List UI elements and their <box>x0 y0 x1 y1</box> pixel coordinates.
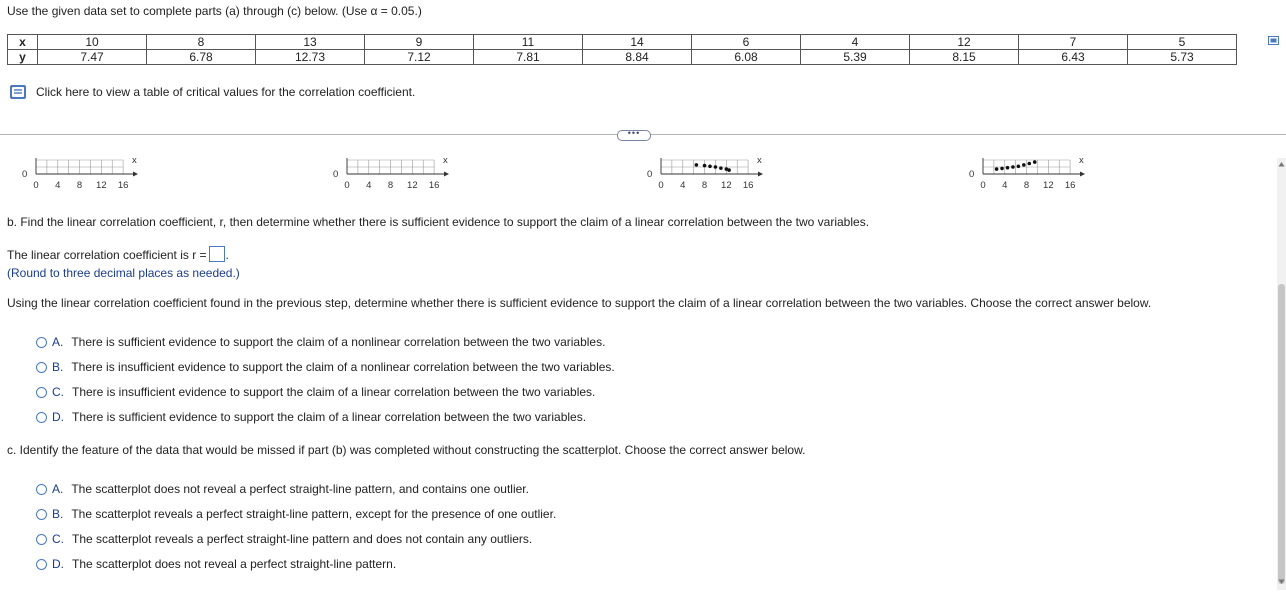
x-cell: 9 <box>365 35 474 50</box>
option-letter: C. <box>52 532 64 546</box>
y-cell: 5.39 <box>801 50 910 65</box>
x-axis-arrow-icon <box>133 172 138 177</box>
x-axis-arrow-icon <box>444 172 449 177</box>
data-point <box>695 163 699 167</box>
radio-button[interactable] <box>36 337 47 348</box>
option-letter: D. <box>52 410 64 424</box>
data-point <box>1033 160 1037 164</box>
radio-button[interactable] <box>36 387 47 398</box>
x-tick-label: 4 <box>1002 180 1008 191</box>
x-tick-label: 0 <box>980 180 986 191</box>
radio-button[interactable] <box>36 534 47 545</box>
y-cell: 6.43 <box>1019 50 1128 65</box>
y-tick-label: 0 <box>333 169 339 180</box>
x-cell: 6 <box>692 35 801 50</box>
x-axis-arrow-icon <box>1080 172 1085 177</box>
option-letter: A. <box>52 482 64 496</box>
x-cell: 11 <box>474 35 583 50</box>
data-point <box>703 164 707 168</box>
x-tick-label: 0 <box>658 180 664 191</box>
scroll-down-arrow-icon[interactable] <box>1278 578 1285 586</box>
table-row-x <box>8 35 1237 50</box>
data-point <box>1006 166 1010 170</box>
x-tick-label: 12 <box>721 180 732 191</box>
option-text: There is insufficient evidence to support the claim of a linear correlation between the two variables. <box>72 385 596 399</box>
data-point <box>1011 165 1015 169</box>
expand-content-button[interactable]: ••• <box>617 130 651 141</box>
y-cell: 7.47 <box>38 50 147 65</box>
scatterplot-option-1[interactable] <box>22 150 182 198</box>
scrollbar-thumb[interactable] <box>1278 284 1285 584</box>
option-text: There is sufficient evidence to support the claim of a linear correlation between the two variables. <box>72 410 587 424</box>
x-axis-label: x <box>443 155 448 166</box>
option-letter: B. <box>52 507 64 521</box>
y-cell: 7.12 <box>365 50 474 65</box>
x-tick-label: 16 <box>742 180 754 191</box>
x-tick-label: 4 <box>55 180 61 191</box>
option-text: The scatterplot does not reveal a perfect straight-line pattern, and contains one outlier. <box>71 482 529 496</box>
r-prompt-row: The linear correlation coefficient is r = . <box>7 248 229 262</box>
data-point <box>1017 165 1021 169</box>
instructions-text: Use the given data set to complete parts (a) through (c) below. (Use α = 0.05.) <box>7 4 422 18</box>
option-text: The scatterplot does not reveal a perfect straight-line pattern. <box>72 557 397 571</box>
x-tick-label: 12 <box>96 180 107 191</box>
round-note: (Round to three decimal places as needed.) <box>7 266 240 280</box>
part-c-option-d[interactable] <box>36 557 396 571</box>
scroll-up-arrow-icon[interactable] <box>1278 160 1285 168</box>
table-row-y <box>8 50 1237 65</box>
part-b-option-c[interactable] <box>36 385 595 399</box>
x-tick-label: 0 <box>33 180 39 191</box>
x-axis-label: x <box>132 155 137 166</box>
scatterplot-option-4[interactable] <box>969 150 1129 198</box>
x-tick-label: 12 <box>1043 180 1054 191</box>
scatterplot-option-3-graph <box>647 150 807 195</box>
x-tick-label: 16 <box>428 180 440 191</box>
part-c-option-b[interactable] <box>36 507 556 521</box>
part-b-followup: Using the linear correlation coefficient found in the previous step, determine whether there is sufficient evidence to support the claim of a linear correlation between the two variables. Choose the correct answer below. <box>7 296 1152 310</box>
x-tick-label: 12 <box>407 180 418 191</box>
x-tick-label: 8 <box>76 180 83 191</box>
option-letter: B. <box>52 360 64 374</box>
scatterplot-option-2-graph <box>333 150 493 195</box>
x-tick-label: 8 <box>701 180 708 191</box>
option-letter: C. <box>52 385 64 399</box>
data-point <box>727 168 731 172</box>
y-header: y <box>8 50 38 65</box>
radio-button[interactable] <box>36 362 47 373</box>
x-axis-arrow-icon <box>758 172 763 177</box>
x-cell: 7 <box>1019 35 1128 50</box>
scatterplot-option-4-graph <box>969 150 1129 195</box>
critical-values-link-row[interactable] <box>9 84 415 100</box>
x-axis-label: x <box>1079 155 1084 166</box>
data-point <box>719 166 723 170</box>
x-tick-label: 8 <box>387 180 394 191</box>
y-cell: 5.73 <box>1128 50 1237 65</box>
option-text: The scatterplot reveals a perfect straight-line pattern and does not contain any outliers. <box>72 532 533 546</box>
radio-button[interactable] <box>36 559 47 570</box>
scatterplot-option-2[interactable] <box>333 150 493 198</box>
y-cell: 6.08 <box>692 50 801 65</box>
y-cell: 8.15 <box>910 50 1019 65</box>
part-b-option-a[interactable] <box>36 335 605 349</box>
x-tick-label: 4 <box>680 180 686 191</box>
x-cell: 12 <box>910 35 1019 50</box>
data-point <box>714 165 718 169</box>
y-tick-label: 0 <box>969 169 975 180</box>
y-cell: 12.73 <box>256 50 365 65</box>
option-letter: A. <box>52 335 64 349</box>
data-table <box>7 34 1237 65</box>
part-c-option-a[interactable] <box>36 482 529 496</box>
book-icon <box>9 84 27 100</box>
y-cell: 7.81 <box>474 50 583 65</box>
scatterplot-option-1-graph <box>22 150 182 195</box>
data-point <box>708 165 712 169</box>
data-point <box>1000 167 1004 171</box>
radio-button[interactable] <box>36 412 47 423</box>
x-tick-label: 0 <box>344 180 350 191</box>
y-cell: 8.84 <box>583 50 692 65</box>
x-cell: 13 <box>256 35 365 50</box>
x-tick-label: 4 <box>366 180 372 191</box>
part-b-option-b[interactable] <box>36 360 615 374</box>
radio-button[interactable] <box>36 484 47 495</box>
x-tick-label: 8 <box>1023 180 1030 191</box>
option-text: The scatterplot reveals a perfect straight-line pattern, except for the presence of one outlier. <box>71 507 557 521</box>
option-text: There is insufficient evidence to support the claim of a nonlinear correlation between the two variables. <box>71 360 615 374</box>
x-axis-label: x <box>757 155 762 166</box>
option-letter: D. <box>52 557 64 571</box>
part-c-option-c[interactable] <box>36 532 532 546</box>
radio-button[interactable] <box>36 509 47 520</box>
x-cell: 14 <box>583 35 692 50</box>
data-point <box>1027 162 1031 166</box>
y-tick-label: 0 <box>647 169 653 180</box>
x-cell: 10 <box>38 35 147 50</box>
x-cell: 5 <box>1128 35 1237 50</box>
copy-data-icon[interactable] <box>1268 36 1280 46</box>
r-prompt-label: The linear correlation coefficient is r = <box>7 248 207 262</box>
x-cell: 8 <box>147 35 256 50</box>
x-header: x <box>8 35 38 50</box>
x-tick-label: 16 <box>1064 180 1076 191</box>
y-cell: 6.78 <box>147 50 256 65</box>
part-b-option-d[interactable] <box>36 410 586 424</box>
y-tick-label: 0 <box>22 169 28 180</box>
r-answer-input[interactable] <box>209 246 225 262</box>
data-point <box>1022 163 1026 167</box>
option-text: There is sufficient evidence to support the claim of a nonlinear correlation between the two variables. <box>71 335 606 349</box>
x-cell: 4 <box>801 35 910 50</box>
scatterplot-option-3[interactable] <box>647 150 807 198</box>
part-b-question: b. Find the linear correlation coefficient, r, then determine whether there is sufficient evidence to support the claim of a linear correlation between the two variables. <box>7 215 870 229</box>
part-c-question: c. Identify the feature of the data that would be missed if part (b) was completed without constructing the scatterplot. Choose the correct answer below. <box>7 443 806 457</box>
critical-values-link[interactable]: Click here to view a table of critical values for the correlation coefficient. <box>36 85 416 99</box>
x-tick-label: 16 <box>117 180 129 191</box>
data-point <box>995 167 999 171</box>
